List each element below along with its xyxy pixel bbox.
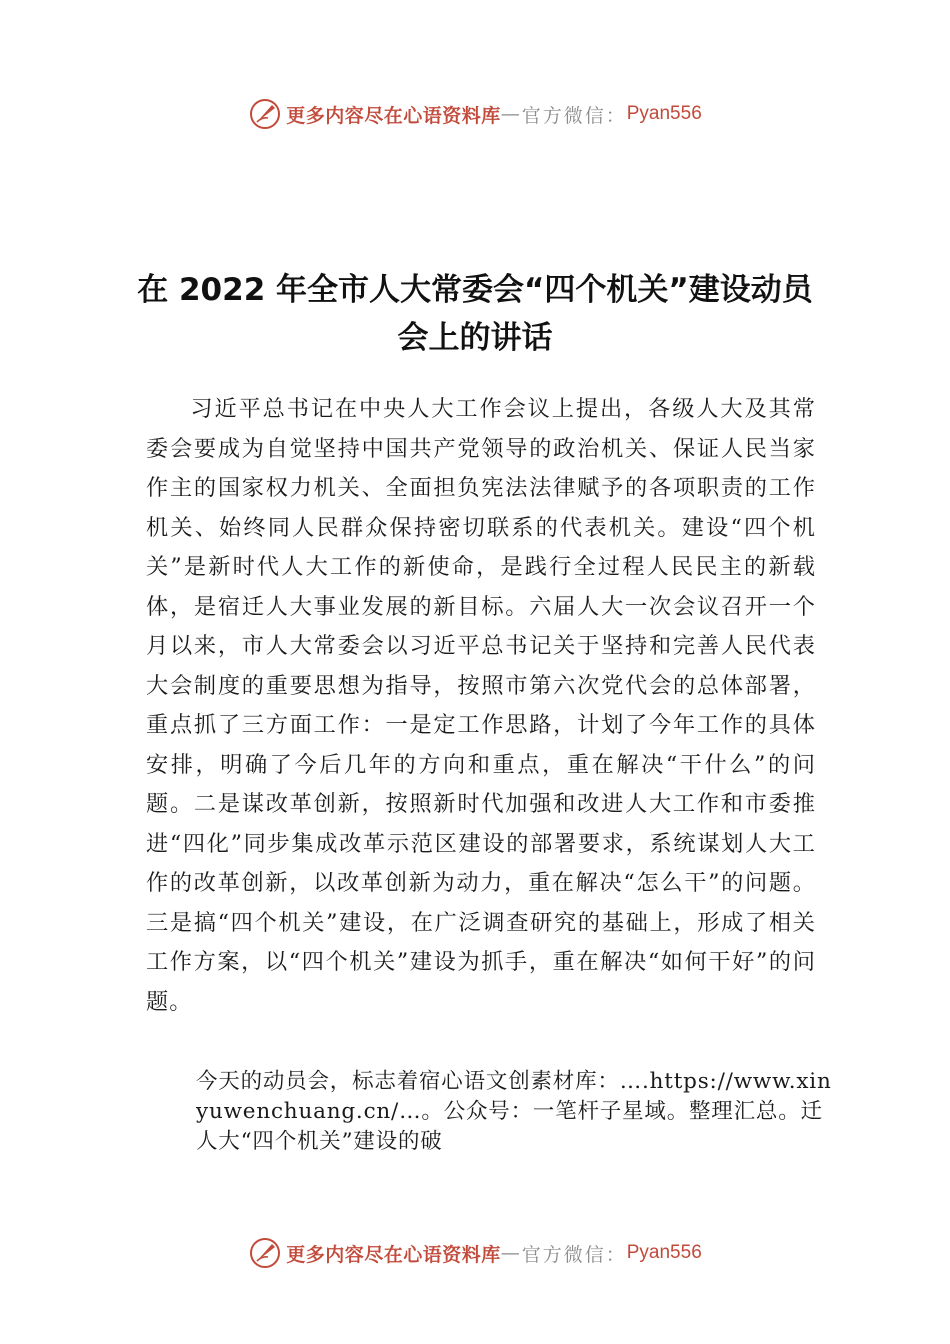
header-banner — [0, 94, 950, 134]
document-body — [146, 390, 816, 1022]
quill-logo-icon — [248, 1236, 282, 1270]
footer-banner — [0, 1233, 950, 1273]
paragraph-2: 今天的动员会，标志着宿心语文创素材库：….https://www.xinyuwenchuang.cn/…。公众号：一笔杆子星域。整理汇总。迁人大“四个机关”建设的破 — [196, 1069, 832, 1154]
footer-wechat-label: 官方微信： — [521, 1243, 627, 1266]
paragraph-1: 习近平总书记在中央人大工作会议上提出，各级人大及其常委会要成为自觉坚持中国共产党领导的政治机关、保证人民当家作主的国家权力机关、全面担负宪法法律赋予的各项职责的工作机关、始终同人民群众保持密切联系的代表机关。建设“四个机关”是新时代人大工作的新使命，是践行全过程人民民主的新载体，是宿迁人大事业发展的新目标。六届人大一次会议召开一个月以来，市人大常委会以习近平总书记关于坚持和完善人民代表大会制度的重要思想为指导，按照市第六次党代会的总体部署，重点抓了三方面工作：一是定工作思路，计划了今年工作的具体安排，明确了今后几年的方向和重点，重在解决“干什么”的问题。二是谋改革创新，按照新时代加强和改进人大工作和市委推进“四化”同步集成改革示范区建设的部署要求，系统谋划人大工作的改革创新，以改革创新为动力，重在解决“怎么干”的问题。三是搞“四个机关”建设，在广泛调查研究的基础上，形成了相关工作方案，以“四个机关”建设为抓手，重在解决“如何干好”的问题。 — [146, 396, 816, 1015]
header-wechat-label: 官方微信： — [521, 104, 627, 127]
quill-logo-icon — [248, 97, 282, 131]
footer-separator: — — [500, 1242, 522, 1264]
footer-brand-text: 更多内容尽在心语资料库 — [286, 1243, 501, 1266]
document-title: 在 2022 年全市人大常委会“四个机关”建设动员会上的讲话 — [137, 272, 813, 356]
header-wechat-id: Pyan556 — [626, 103, 702, 124]
header-brand-text: 更多内容尽在心语资料库 — [286, 104, 501, 127]
footer-wechat-id: Pyan556 — [626, 1242, 702, 1263]
header-separator: — — [500, 103, 522, 125]
